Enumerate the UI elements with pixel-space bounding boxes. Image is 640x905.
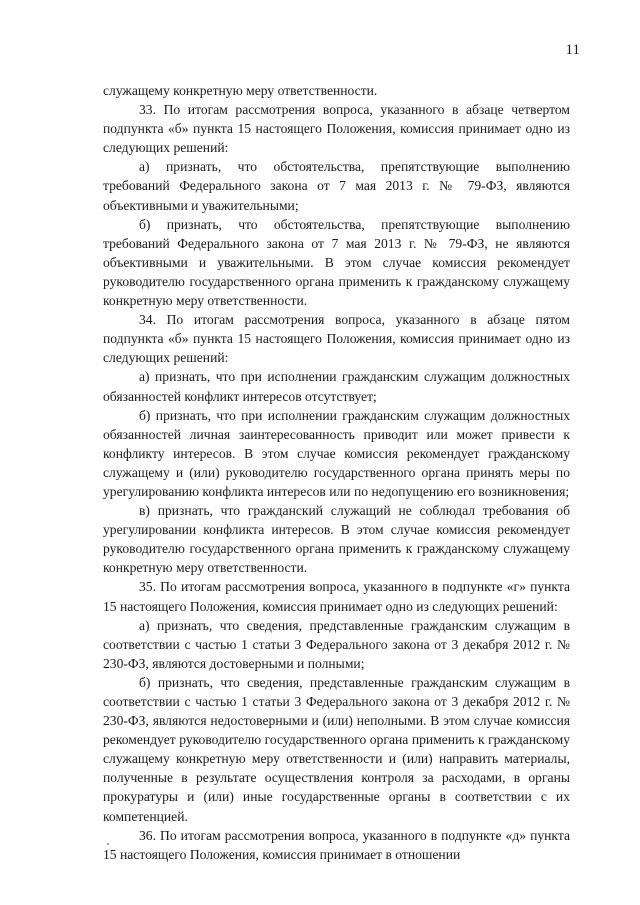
paragraph-34-v: в) признать, что гражданский служащий не соблюдал требования об урегулировании конфликта интересов. В этом случае комиссия рекомендует руководителю государственного органа применить к гражданскому служащему конкретную меру ответственности.: [103, 503, 570, 576]
paragraph-33: 33. По итогам рассмотрения вопроса, указанного в абзаце четвертом подпункта «б» пункта 15 настоящего Положения, комиссия принимает одно из следующих решений:: [103, 102, 570, 156]
page-number: 11: [565, 42, 580, 58]
paragraph-34: 34. По итогам рассмотрения вопроса, указанного в абзаце пятом подпункта «б» пункта 15 настоящего Положения, комиссия принимает одно из следующих решений:: [103, 312, 570, 366]
paragraph-33-a: а) признать, что обстоятельства, препятствующие выполнению требований Федерального закона от 7 мая 2013 г. № 79-ФЗ, являются объективными и уважительными;: [103, 159, 570, 213]
paragraph-35-a: а) признать, что сведения, представленные гражданским служащим в соответствии с частью 1 статьи 3 Федерального закона от 3 декабря 2012 г. № 230-ФЗ, являются достоверными и полными;: [103, 617, 570, 671]
paragraph-34-b: б) признать, что при исполнении гражданским служащим должностных обязанностей личная заинтересованность приводит или может привести к конфликту интересов. В этом случае комиссия рекомендует гражданскому служащему и (или) руководителю государственного органа принять меры по урегулированию конфликта интересов или по недопущению его возникновения;: [103, 407, 570, 499]
document-body: [103, 81, 570, 864]
paragraph-35: 35. По итогам рассмотрения вопроса, указанного в подпункте «г» пункта 15 настоящего Положения, комиссия принимает одно из следующих решений:: [103, 579, 570, 614]
paragraph-34-a: а) признать, что при исполнении гражданским служащим должностных обязанностей конфликт интересов отсутствует;: [103, 369, 570, 404]
paragraph-35-b: б) признать, что сведения, представленные гражданским служащим в соответствии с частью 1 статьи 3 Федерального закона от 3 декабря 2012 г. № 230-ФЗ, являются недостоверными и (или) неполными. В этом случае комиссия рекомендует руководителю государственного органа применить к гражданскому служащему конкретную меру ответственности и (или) направить материалы, полученные в результате осуществления контроля за расходами, в органы прокуратуры и (или) иные государственные органы в соответствии с их компетенцией.: [103, 674, 570, 824]
paragraph-33-b: б) признать, что обстоятельства, препятствующие выполнению требований Федерального закона от 7 мая 2013 г. № 79-ФЗ, не являются объективными и уважительными. В этом случае комиссия рекомендует руководителю государственного органа применить к гражданскому служащему конкретную меру ответственности.: [103, 216, 570, 309]
paragraph-36: 36. По итогам рассмотрения вопроса, указанного в подпункте «д» пункта 15 настоящего Положения, комиссия принимает в отношении: [103, 827, 570, 862]
paragraph-continuation: служащему конкретную меру ответственности.: [103, 83, 378, 98]
scan-speck: [107, 843, 109, 845]
